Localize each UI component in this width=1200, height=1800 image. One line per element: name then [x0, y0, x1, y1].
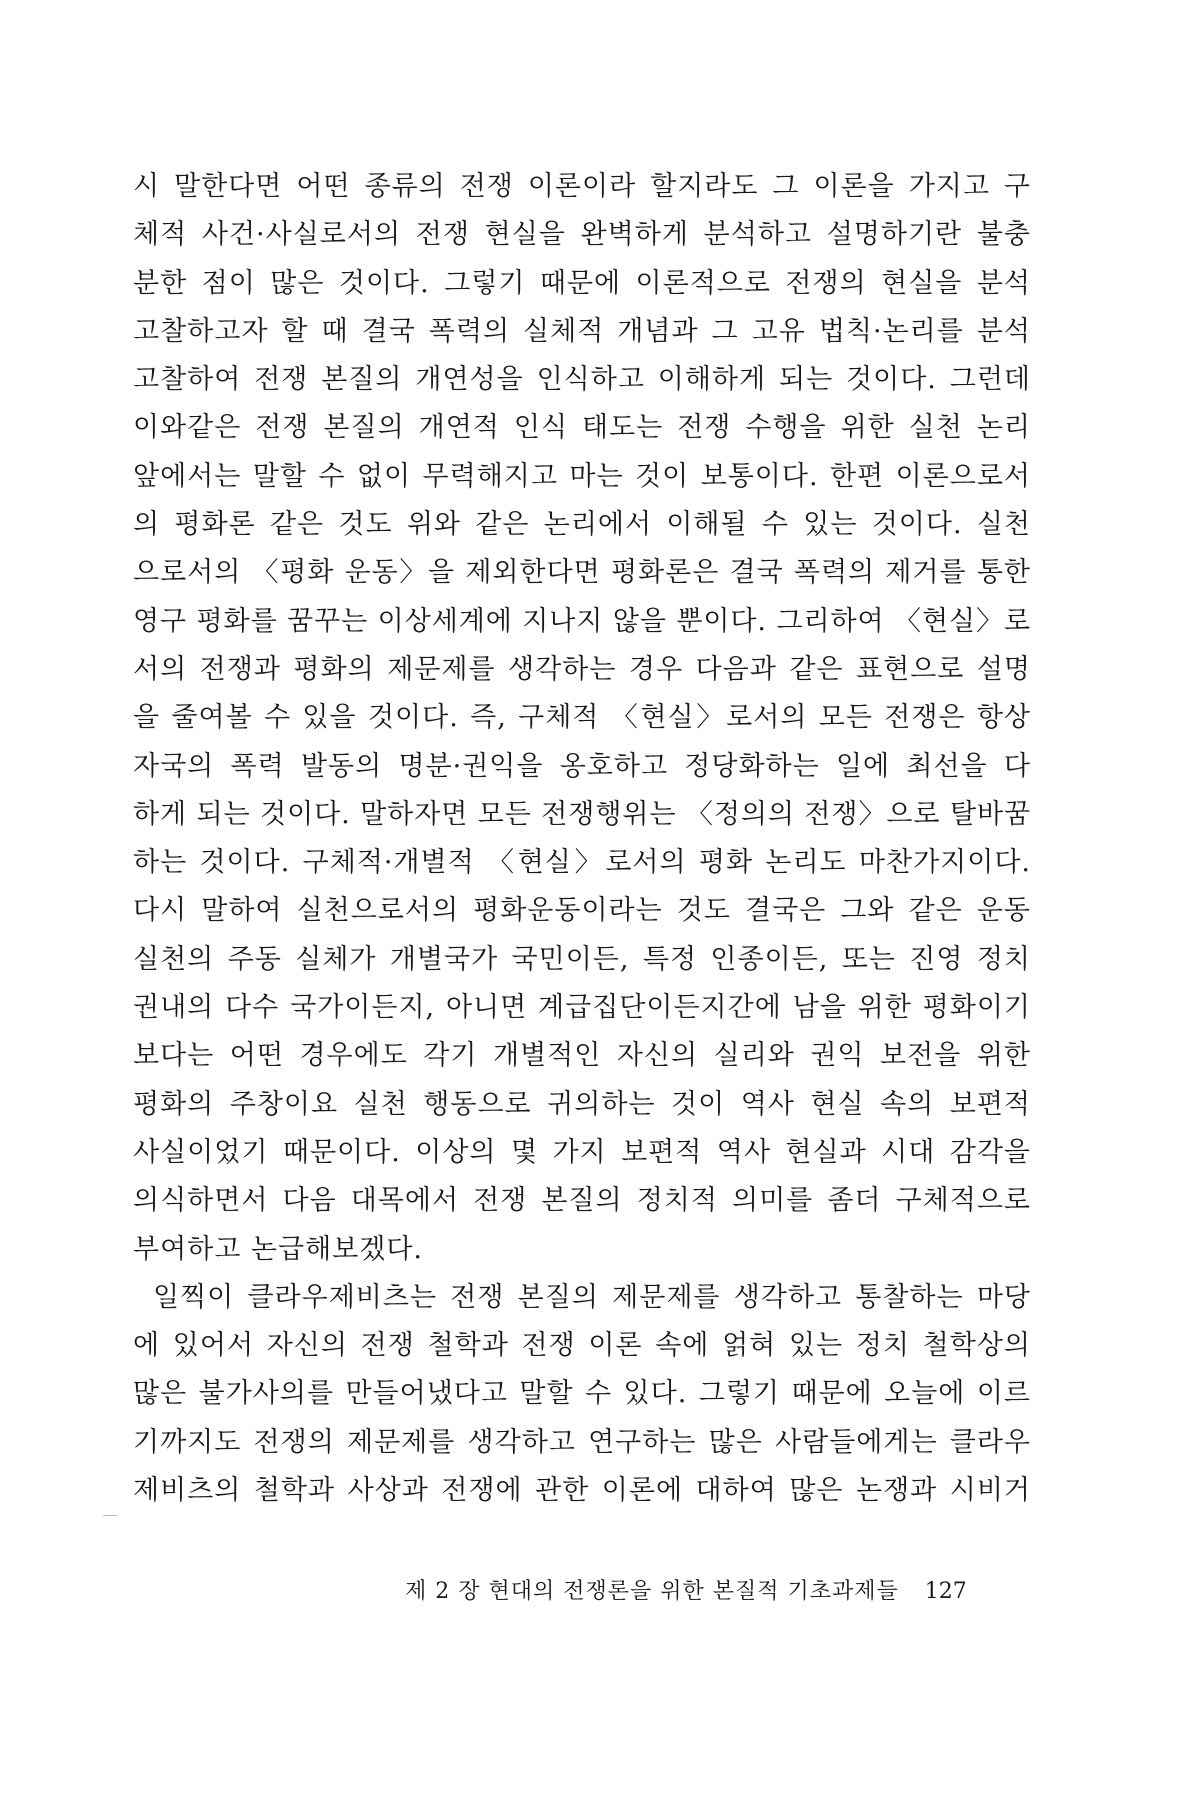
- paragraph-last-line: 부여하고 논급해보겠다.: [133, 1233, 423, 1265]
- text-line: 체적 사건·사실로서의 전쟁 현실을 완벽하게 분석하고 설명하기란 불충: [133, 219, 1031, 251]
- text-line: 실천의 주동 실체가 개별국가 국민이든, 특정 인종이든, 또는 진영 정치: [133, 943, 1031, 975]
- text-line: 앞에서는 말할 수 없이 무력해지고 마는 것이 보통이다. 한편 이론으로서: [133, 460, 1031, 492]
- text-line: 하는 것이다. 구체적·개별적 〈현실〉로서의 평화 논리도 마찬가지이다.: [133, 847, 1031, 879]
- text-line: 이와같은 전쟁 본질의 개연적 인식 태도는 전쟁 수행을 위한 실천 논리: [133, 412, 1031, 444]
- text-line: 서의 전쟁과 평화의 제문제를 생각하는 경우 다음과 같은 표현으로 설명: [133, 653, 1031, 685]
- text-line: 고찰하고자 할 때 결국 폭력의 실체적 개념과 그 고유 법칙·논리를 분석: [133, 315, 1031, 347]
- text-line: 하게 되는 것이다. 말하자면 모든 전쟁행위는 〈정의의 전쟁〉으로 탈바꿈: [133, 798, 1031, 830]
- text-line: 권내의 다수 국가이든지, 아니면 계급집단이든지간에 남을 위한 평화이기: [133, 992, 1031, 1024]
- page-number: 127: [924, 1579, 967, 1604]
- chapter-title: 제 2 장 현대의 전쟁론을 위한 본질적 기초과제들: [405, 1579, 899, 1604]
- text-line: 보다는 어떤 경우에도 각기 개별적인 자신의 실리와 권익 보전을 위한: [133, 1040, 1031, 1072]
- text-line: 제비츠의 철학과 사상과 전쟁에 관한 이론에 대하여 많은 논쟁과 시비거: [133, 1475, 1031, 1507]
- margin-mark: [103, 1515, 117, 1516]
- text-line: 의 평화론 같은 것도 위와 같은 논리에서 이해될 수 있는 것이다. 실천: [133, 509, 1031, 541]
- text-line: 평화의 주창이요 실천 행동으로 귀의하는 것이 역사 현실 속의 보편적: [133, 1088, 1031, 1120]
- text-line: 분한 점이 많은 것이다. 그렇기 때문에 이론적으로 전쟁의 현실을 분석: [133, 267, 1031, 299]
- text-line: 으로서의 〈평화 운동〉을 제외한다면 평화론은 결국 폭력의 제거를 통한: [133, 557, 1031, 589]
- text-line: 사실이었기 때문이다. 이상의 몇 가지 보편적 역사 현실과 시대 감각을: [133, 1136, 1031, 1168]
- text-line: 다시 말하여 실천으로서의 평화운동이라는 것도 결국은 그와 같은 운동: [133, 895, 1031, 927]
- text-line: 을 줄여볼 수 있을 것이다. 즉, 구체적 〈현실〉로서의 모든 전쟁은 항상: [133, 702, 1031, 734]
- text-line: 자국의 폭력 발동의 명분·권익을 옹호하고 정당화하는 일에 최선을 다: [133, 750, 1031, 782]
- body-text: [133, 163, 1031, 1515]
- text-line: 고찰하여 전쟁 본질의 개연성을 인식하고 이해하게 되는 것이다. 그런데: [133, 364, 1031, 396]
- text-line: 시 말한다면 어떤 종류의 전쟁 이론이라 할지라도 그 이론을 가지고 구: [133, 171, 1031, 202]
- text-line: 에 있어서 자신의 전쟁 철학과 전쟁 이론 속에 얽혀 있는 정치 철학상의: [133, 1330, 1031, 1362]
- paragraph-first-line: 일찍이 클라우제비츠는 전쟁 본질의 제문제를 생각하고 통찰하는 마당: [153, 1281, 1031, 1313]
- text-line: 기까지도 전쟁의 제문제를 생각하고 연구하는 많은 사람들에게는 클라우: [133, 1426, 1031, 1458]
- running-footer: [405, 1574, 1005, 1605]
- text-line: 의식하면서 다음 대목에서 전쟁 본질의 정치적 의미를 좀더 구체적으로: [133, 1185, 1031, 1217]
- text-line: 영구 평화를 꿈꾸는 이상세계에 지나지 않을 뿐이다. 그리하여 〈현실〉로: [133, 605, 1031, 637]
- text-line: 많은 불가사의를 만들어냈다고 말할 수 있다. 그렇기 때문에 오늘에 이르: [133, 1378, 1031, 1410]
